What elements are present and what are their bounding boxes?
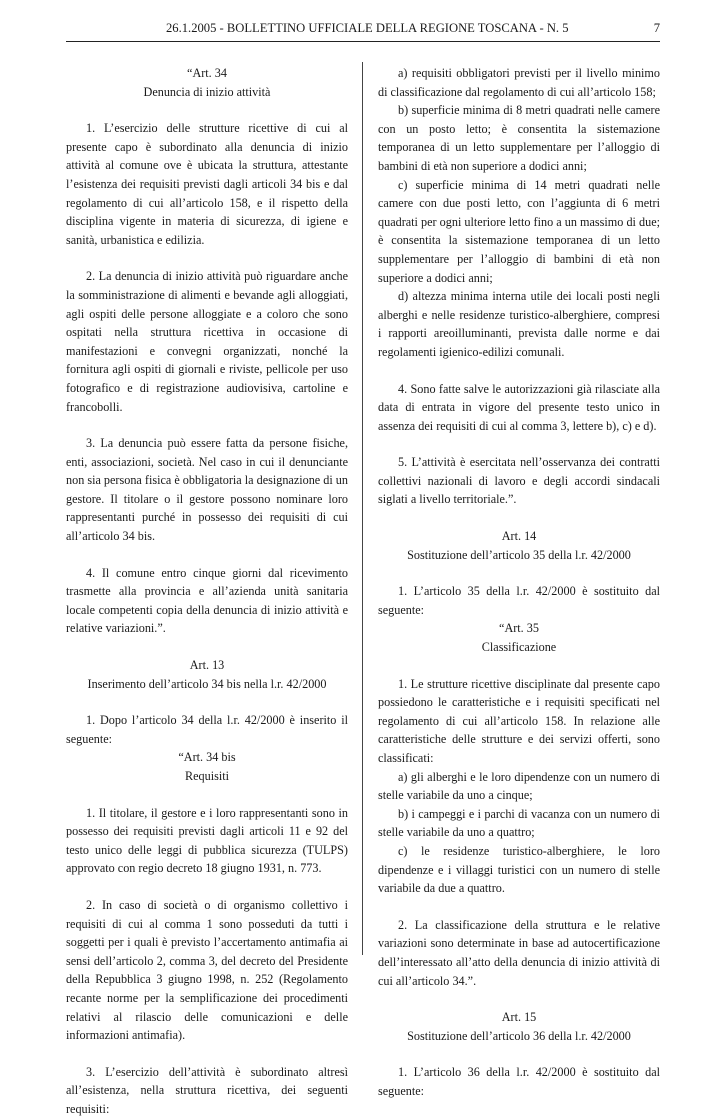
article-14-subtitle: Sostituzione dell’articolo 35 della l.r. 42/2000 xyxy=(407,547,631,562)
article-14-paragraph-1: 1. L’articolo 35 della l.r. 42/2000 è sostituito dal seguente: xyxy=(378,584,660,617)
article-13-paragraph-1: 1. Dopo l’articolo 34 della l.r. 42/2000 è inserito il seguente: xyxy=(66,713,348,746)
article-13-subtitle: Inserimento dell’articolo 34 bis nella l.r. 42/2000 xyxy=(87,676,327,691)
classification-b: b) i campeggi e i parchi di vacanza con un numero di stelle variabile da uno a quattro; xyxy=(378,806,660,840)
article-15-title: Art. 15 xyxy=(501,1010,537,1025)
article-34bis-paragraph-2: 2. In caso di società o di organismo collettivo i requisiti di cui al comma 1 sono posseduti da tutti i soggetti per i quali è previsto l’accertamento antimafia ai sensi dell’articolo 2, comma 3, del decreto del Presidente della Repubblica 3 giugno 1998, n. 252 (Regolamento recante norme per la semplificazione dei procedimenti relativi al rilascio delle comunicazioni e delle informazioni antimafia). xyxy=(66,897,348,1043)
article-35-title: “Art. 35 xyxy=(499,621,539,636)
article-34bis-paragraph-1: 1. Il titolare, il gestore e i loro rappresentanti sono in possesso dei requisiti previsti dagli articoli 11 e 92 del testo unico delle leggi di pubblica sicurezza (TULPS) approvato con regio decreto 18 giugno 1931, n. 773. xyxy=(66,805,348,876)
article-34bis-subtitle: Requisiti xyxy=(184,769,229,783)
article-35-paragraph-2: 2. La classificazione della struttura e le relative variazioni sono determinate in base ad autocertificazione dell’interessato all’atto della denuncia di inizio attività di cui all’articolo 34.”. xyxy=(378,917,660,988)
column-divider xyxy=(362,62,363,955)
article-34bis-paragraph-5: 5. L’attività è esercitata nell’osservanza dei contratti collettivi nazionali di lavoro e degli accordi sindacali siglati a livello territoriale.”. xyxy=(378,455,660,507)
article-35-paragraph-1: 1. Le strutture ricettive disciplinate dal presente capo possiedono le caratteristiche e i requisiti specificati nel regolamento di cui all’articolo 158. In relazione alle caratteristiche delle strutture e dei servizi offerti, sono classificati: xyxy=(378,676,660,765)
article-34-paragraph-3: 3. La denuncia può essere fatta da persone fisiche, enti, associazioni, società. Nel caso in cui il denunciante non sia persona fisica è obbligatoria la designazione di un gestore. Il titolare o il gestore possono nominare loro rappresentanti purché in possesso dei requisiti di cui all’articolo 34 bis. xyxy=(66,436,348,544)
article-35-subtitle: Classificazione xyxy=(481,640,557,655)
article-14-title: Art. 14 xyxy=(501,529,537,544)
article-15-subtitle: Sostituzione dell’articolo 36 della l.r. 42/2000 xyxy=(407,1028,631,1043)
article-34-paragraph-2: 2. La denuncia di inizio attività può riguardare anche la somministrazione di alimenti e bevande agli alloggiati, agli ospiti delle persone alloggiate e a coloro che sono ospitati nella struttura ricettiva in occasione di manifestazioni e convegni organizzati, nonché la fornitura agli ospiti di giornali e riviste, pellicole per uso fotografico e di registrazione audiovisiva, cartoline e francobolli. xyxy=(66,269,348,414)
left-column xyxy=(66,64,348,1119)
article-34bis-paragraph-4: 4. Sono fatte salve le autorizzazioni già rilasciate alla data di entrata in vigore del presente testo unico in assenza dei requisiti di cui al comma 3, lettere b), c) e d). xyxy=(378,381,660,433)
article-13-title: Art. 13 xyxy=(189,658,225,673)
requirement-a: a) requisiti obbligatori previsti per il livello minimo di classificazione dal regolamento di cui all’articolo 158; xyxy=(378,66,660,99)
page-header xyxy=(66,18,660,38)
requirement-c: c) superficie minima di 14 metri quadrati nelle camere con due posti letto, con l’aggiunta di 6 metri quadrati per ogni ulteriore letto fino a un massimo di due; è consentita la sistemazione temporanea di un letto supplementare per l’alloggio di bambini di età non superiore a dodici anni; xyxy=(378,177,660,285)
article-34bis-paragraph-3: 3. L’esercizio dell’attività è subordinato altresì all’esistenza, nella struttura ricettiva, dei seguenti requisiti: xyxy=(66,1064,348,1116)
requirement-d: d) altezza minima interna utile dei locali posti negli alberghi e nelle residenze turistico-alberghiere, compresi i rapporti areoilluminanti, prevista dalle norme e dai regolamenti igienico-edilizi comunali. xyxy=(378,289,660,359)
header-title: 26.1.2005 - BOLLETTINO UFFICIALE DELLA REGIONE TOSCANA - N. 5 xyxy=(166,21,569,35)
article-34-title: “Art. 34 xyxy=(187,66,227,80)
article-15-paragraph-1: 1. L’articolo 36 della l.r. 42/2000 è sostituito dal seguente: xyxy=(378,1065,660,1098)
article-34-paragraph-1: 1. L’esercizio delle strutture ricettive di cui al presente capo è subordinato alla denuncia di inizio attività al comune ove è ubicata la struttura, attestante l’esistenza dei requisiti previsti dagli articoli 34 bis e dal regolamento di cui all’articolo 158, e il rispetto della disciplina vigente in materia di sicurezza, di igiene e sanità, urbanistica e edilizia. xyxy=(66,121,348,247)
article-34-subtitle: Denuncia di inizio attività xyxy=(143,84,271,99)
classification-a: a) gli alberghi e le loro dipendenze con un numero di stelle variabile da uno a cinque; xyxy=(378,769,660,803)
classification-c: c) le residenze turistico-alberghiere, le loro dipendenze e i villaggi turistici con un numero di stelle variabile da due a quattro. xyxy=(378,843,660,896)
requirement-b: b) superficie minima di 8 metri quadrati nelle camere con un posto letto; è consentita la sistemazione temporanea di un letto supplementare per l’alloggio di bambini di età non superiore a dodici anni; xyxy=(378,103,660,173)
right-column xyxy=(378,64,660,1101)
page-number: 7 xyxy=(653,21,660,35)
article-34-paragraph-4: 4. Il comune entro cinque giorni dal ricevimento trasmette alla provincia e all’azienda unità sanitaria locale competenti copia della denuncia di inizio attività e relative variazioni.”. xyxy=(66,565,348,636)
article-34bis-title: “Art. 34 bis xyxy=(178,750,236,765)
header-rule xyxy=(66,41,660,42)
